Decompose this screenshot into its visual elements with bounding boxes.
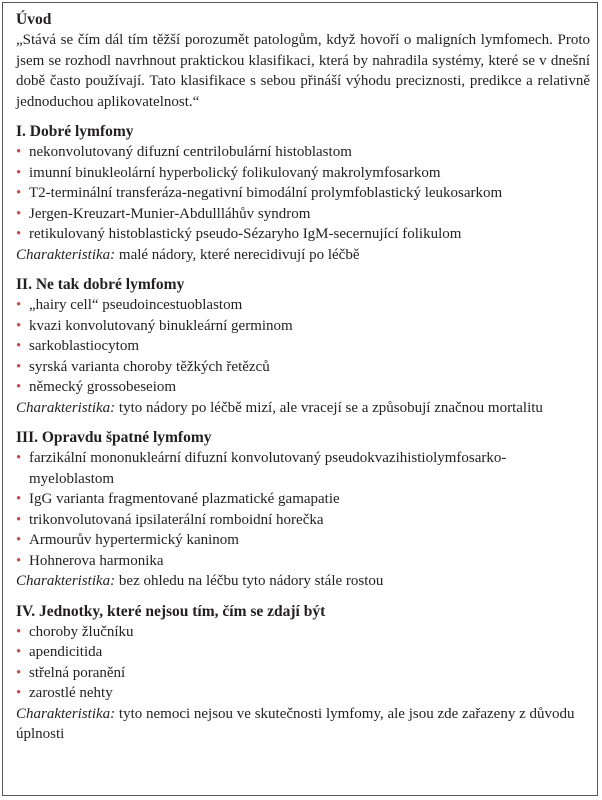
list-item	[16, 377, 590, 398]
intro-quote: „Stává se čím dál tím těžší porozumět patologům, když hovoří o maligních lymfomech. Proto jsem se rozhodl navrhnout praktickou klasifikaci, která by nahradila systémy, které se v dnešní době často používají. Tato klasifikace s sebou přináší výhodu preciznosti, predikce a relativně jednoduchou aplikovatelnost.“	[16, 32, 590, 110]
bullet-icon: •	[16, 644, 22, 660]
list-item-text: T2-terminální transferáza-negativní bimodální prolymfoblastický leukosarkom	[29, 185, 503, 201]
list-item	[16, 224, 590, 245]
characteristic-line	[16, 245, 590, 266]
item-list	[16, 622, 590, 704]
bullet-icon: •	[16, 358, 22, 375]
list-item-text: střelná poranění	[29, 664, 126, 681]
list-item	[16, 357, 590, 378]
list-item-text: kvazi konvolutovaný binukleární germinom	[29, 317, 293, 334]
characteristic-text: bez ohledu na léčbu tyto nádory stále rostou	[115, 573, 384, 589]
section-title: I. Dobré lymfomy	[16, 123, 134, 140]
item-list	[16, 448, 590, 571]
bullet-icon: •	[16, 532, 22, 548]
list-item	[16, 489, 590, 510]
bullet-icon: •	[16, 511, 22, 528]
bullet-icon: •	[16, 623, 22, 640]
intro-section	[16, 10, 590, 112]
list-item-text: německý grossobeseiom	[29, 379, 177, 395]
list-item	[16, 183, 590, 204]
list-item	[16, 336, 590, 357]
section-not-so-good-lymphomas	[16, 275, 590, 418]
document-box	[2, 2, 598, 796]
list-item	[16, 448, 590, 489]
list-item	[16, 316, 590, 337]
list-item	[16, 142, 590, 163]
list-item	[16, 663, 590, 684]
bullet-icon: •	[16, 450, 22, 466]
item-list	[16, 295, 590, 398]
list-item	[16, 551, 590, 572]
bullet-icon: •	[16, 338, 22, 354]
characteristic-label: Charakteristika:	[16, 573, 116, 589]
section-good-lymphomas	[16, 122, 590, 265]
bullet-icon: •	[16, 491, 22, 507]
characteristic-label: Charakteristika:	[16, 246, 116, 263]
list-item-text: Hohnerova harmonika	[29, 552, 164, 569]
bullet-icon: •	[16, 144, 22, 160]
list-item	[16, 642, 590, 663]
list-item-text: „hairy cell“ pseudoincestuoblastom	[29, 297, 243, 313]
list-item-text: syrská varianta choroby těžkých řetězců	[29, 358, 270, 375]
bullet-icon: •	[16, 379, 22, 395]
list-item-text: trikonvolutovaná ipsilaterální romboidní horečka	[29, 511, 324, 528]
list-item-text: Armourův hypertermický kaninom	[29, 532, 239, 548]
list-item	[16, 204, 590, 225]
bullet-icon: •	[16, 205, 22, 222]
list-item	[16, 295, 590, 316]
section-really-bad-lymphomas	[16, 428, 590, 592]
list-item	[16, 622, 590, 643]
bullet-icon: •	[16, 226, 22, 242]
list-item-text: imunní binukleolární hyperbolický folikulovaný makrolymfosarkom	[29, 164, 441, 181]
bullet-icon: •	[16, 297, 22, 313]
item-list	[16, 142, 590, 245]
list-item-text: Jergen-Kreuzart-Munier-Abdullláhův syndrom	[29, 205, 311, 222]
section-title: III. Opravdu špatné lymfomy	[16, 429, 212, 446]
characteristic-text: tyto nemoci nejsou ve skutečnosti lymfomy, ale jsou zde zařazeny z důvodu úplnosti	[16, 705, 575, 742]
section-entities-not-what-they-seem	[16, 602, 590, 745]
bullet-icon: •	[16, 317, 22, 334]
list-item-text: zarostlé nehty	[29, 685, 113, 701]
characteristic-line	[16, 398, 590, 419]
characteristic-line	[16, 571, 590, 592]
list-item-text: IgG varianta fragmentované plazmatické gamapatie	[29, 491, 340, 507]
bullet-icon: •	[16, 164, 22, 181]
characteristic-text: tyto nádory po léčbě mizí, ale vracejí se a způsobují značnou mortalitu	[115, 399, 543, 416]
section-title: IV. Jednotky, které nejsou tím, čím se zdají být	[16, 602, 326, 620]
section-title: II. Ne tak dobré lymfomy	[16, 276, 185, 293]
characteristic-line	[16, 704, 590, 745]
list-item-text: nekonvolutovaný difuzní centrilobulární histoblastom	[29, 144, 352, 160]
characteristic-label: Charakteristika:	[16, 705, 116, 722]
bullet-icon: •	[16, 664, 22, 681]
list-item-text: apendicitida	[29, 644, 103, 660]
list-item-text: choroby žlučníku	[29, 623, 134, 640]
list-item	[16, 510, 590, 531]
intro-title: Úvod	[16, 11, 52, 28]
bullet-icon: •	[16, 685, 22, 701]
document-content	[16, 10, 590, 745]
list-item	[16, 530, 590, 551]
bullet-icon: •	[16, 552, 22, 569]
characteristic-label: Charakteristika:	[16, 399, 116, 416]
list-item-text: farzikální mononukleární difuzní konvolutovaný pseudokvazihistiolymfosarko-myeloblastom	[29, 450, 507, 487]
characteristic-text: malé nádory, které nerecidivují po léčbě	[115, 246, 360, 263]
list-item	[16, 683, 590, 704]
bullet-icon: •	[16, 185, 22, 201]
list-item-text: sarkoblastiocytom	[29, 338, 139, 354]
list-item	[16, 163, 590, 184]
list-item-text: retikulovaný histoblastický pseudo-Sézaryho IgM-secernující folikulom	[29, 226, 462, 242]
